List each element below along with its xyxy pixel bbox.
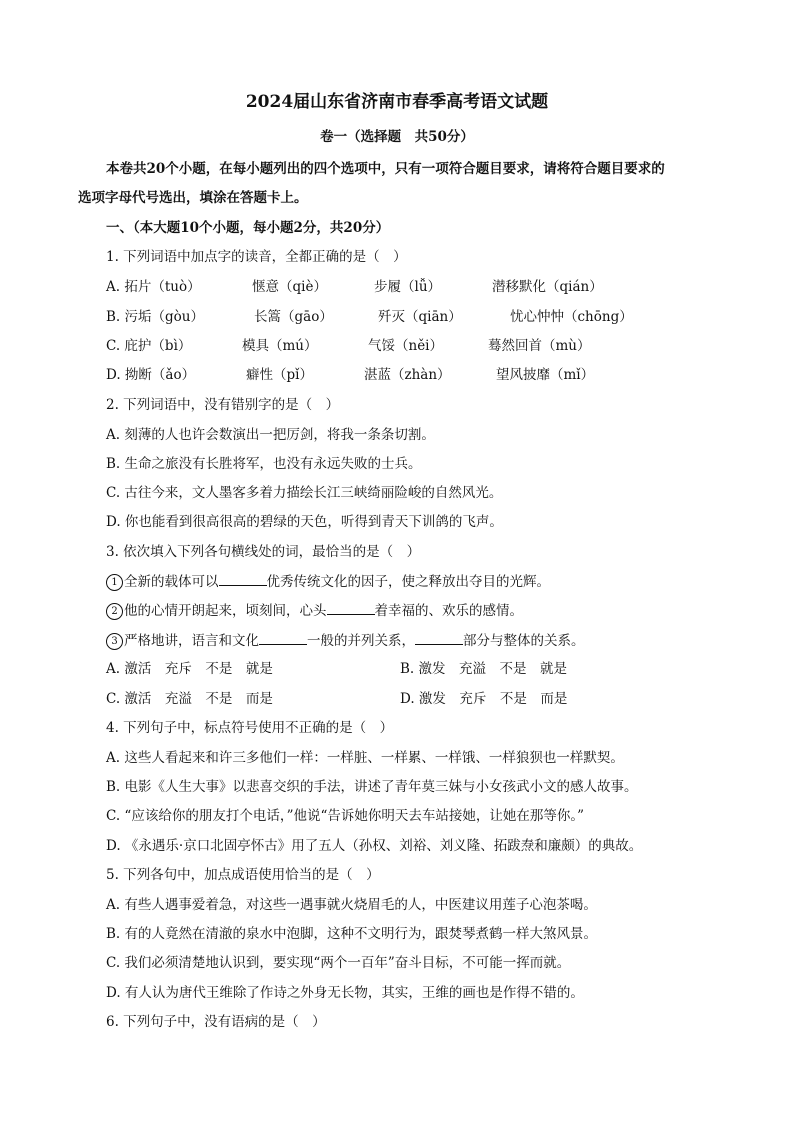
q4-option-b: B. 电影《人生大事》以悲喜交织的手法，讲述了青年莫三妹与小女孩武小文的感人故事。	[106, 779, 638, 795]
q3-sentence-1-part-b: 优秀传统文化的因子，使之释放出夺目的光辉。	[266, 574, 550, 590]
q4-option-c: C. “应该给你的朋友打个电话，”他说“告诉她你明天去车站接她，让她在那等你。”	[106, 808, 585, 824]
q3-option-c: C. 激活 充溢 不是 而是	[106, 691, 273, 707]
q1-option-c-word-2: 模具（mú）	[242, 338, 318, 354]
q1-option-b-word-1: B. 污垢（gòu）	[106, 309, 204, 325]
fill-blank	[219, 572, 267, 586]
q5-option-c: C. 我们必须清楚地认识到，要实现“两个一百年”奋斗目标，不可能一挥而就。	[106, 955, 571, 971]
circled-number-2: 2	[106, 603, 123, 620]
q1-option-c-word-4: 蓦然回首（mù）	[488, 338, 591, 354]
q2-option-a: A. 刻薄的人也许会数演出一把厉剑，将我一条条切割。	[106, 427, 435, 443]
q1-option-a-word-4: 潜移默化（qián）	[492, 279, 603, 295]
q1-option-b-word-2: 长篙（gāo）	[254, 309, 333, 325]
q1-option-d-word-3: 湛蓝（zhàn）	[364, 367, 451, 383]
q3-sentence-3-part-a: 严格地讲，语言和文化	[124, 633, 259, 649]
q3-sentence-2	[106, 601, 523, 620]
q3-sentence-2-part-b: 着幸福的、欢乐的感情。	[374, 603, 523, 619]
q1-option-c-word-3: 气馁（něi）	[368, 338, 444, 354]
q1-option-d-word-4: 望风披靡（mǐ）	[496, 367, 595, 383]
question-3-stem: 3. 依次填入下列各句横线处的词，最恰当的是（ ）	[106, 544, 421, 560]
question-5-stem: 5. 下列各句中，加点成语使用恰当的是（ ）	[106, 867, 380, 883]
q3-sentence-1	[106, 572, 550, 591]
q5-option-b: B. 有的人竟然在清澈的泉水中泡脚，这种不文明行为，跟焚琴煮鹤一样大煞风景。	[106, 926, 598, 942]
fill-blank	[327, 601, 375, 615]
q5-option-d: D. 有人认为唐代王维除了作诗之外身无长物，其实，王维的画也是作得不错的。	[106, 985, 584, 1001]
section-subtitle: 卷一（选择题 共50分）	[320, 129, 474, 145]
q3-sentence-3	[106, 631, 585, 650]
q1-option-d-word-2: 癖性（pǐ）	[246, 367, 313, 383]
q1-option-a-word-2: 惬意（qiè）	[252, 279, 327, 295]
q1-option-b-word-4: 忧心忡忡（chōng）	[510, 309, 633, 325]
question-2-stem: 2. 下列词语中，没有错别字的是（ ）	[106, 397, 340, 413]
instructions-line-1: 本卷共20个小题，在每小题列出的四个选项中，只有一项符合题目要求，请将符合题目要求的	[106, 161, 665, 177]
q1-option-a-word-1: A. 拓片（tuò）	[106, 279, 201, 295]
q2-option-b: B. 生命之旅没有长胜将军，也没有永远失败的士兵。	[106, 456, 422, 472]
fill-blank	[415, 631, 463, 645]
q3-option-a: A. 激活 充斥 不是 就是	[106, 661, 273, 677]
q4-option-a: A. 这些人看起来和许三多他们一样：一样脏、一样累、一样饿、一样狼狈也一样默契。	[106, 750, 624, 766]
circled-number-1: 1	[106, 574, 123, 591]
instructions-line-2: 选项字母代号选出，填涂在答题卡上。	[78, 190, 308, 206]
q3-sentence-2-part-a: 他的心情开朗起来，顷刻间，心头	[124, 603, 327, 619]
section-heading: 一、（本大题10个小题，每小题2分，共20分）	[106, 220, 390, 236]
q1-option-a-word-3: 步履（lǚ）	[374, 279, 442, 295]
q4-option-d: D. 《永遇乐·京口北固亭怀古》用了五人（孙权、刘裕、刘义隆、拓跋焘和廉颇）的典故。	[106, 838, 643, 854]
circled-number-3: 3	[106, 633, 123, 650]
question-1-stem: 1. 下列词语中加点字的读音，全都正确的是（ ）	[106, 249, 407, 265]
q3-sentence-3-part-c: 部分与整体的关系。	[463, 633, 585, 649]
page-title: 2024届山东省济南市春季高考语文试题	[245, 92, 549, 112]
q1-option-c-word-1: C. 庇护（bì）	[106, 338, 192, 354]
q3-sentence-3-part-b: 一般的并列关系，	[307, 633, 415, 649]
q2-option-c: C. 古往今来，文人墨客多着力描绘长江三峡绮丽险峻的自然风光。	[106, 485, 503, 501]
q3-option-b: B. 激发 充溢 不是 就是	[400, 661, 568, 677]
question-4-stem: 4. 下列句子中，标点符号使用不正确的是（ ）	[106, 720, 394, 736]
q1-option-b-word-3: 歼灭（qiān）	[378, 309, 462, 325]
q3-sentence-1-part-a: 全新的载体可以	[124, 574, 219, 590]
question-6-stem: 6. 下列句子中，没有语病的是（ ）	[106, 1014, 326, 1030]
q2-option-d: D. 你也能看到很高很高的碧绿的天色，听得到青天下训鸽的飞声。	[106, 514, 503, 530]
q1-option-d-word-1: D. 拗断（ǎo）	[106, 367, 196, 383]
q5-option-a: A. 有些人遇事爱着急，对这些一遇事就火烧眉毛的人，中医建议用莲子心泡茶喝。	[106, 897, 597, 913]
q3-option-d: D. 激发 充斥 不是 而是	[400, 691, 568, 707]
fill-blank	[259, 631, 307, 645]
